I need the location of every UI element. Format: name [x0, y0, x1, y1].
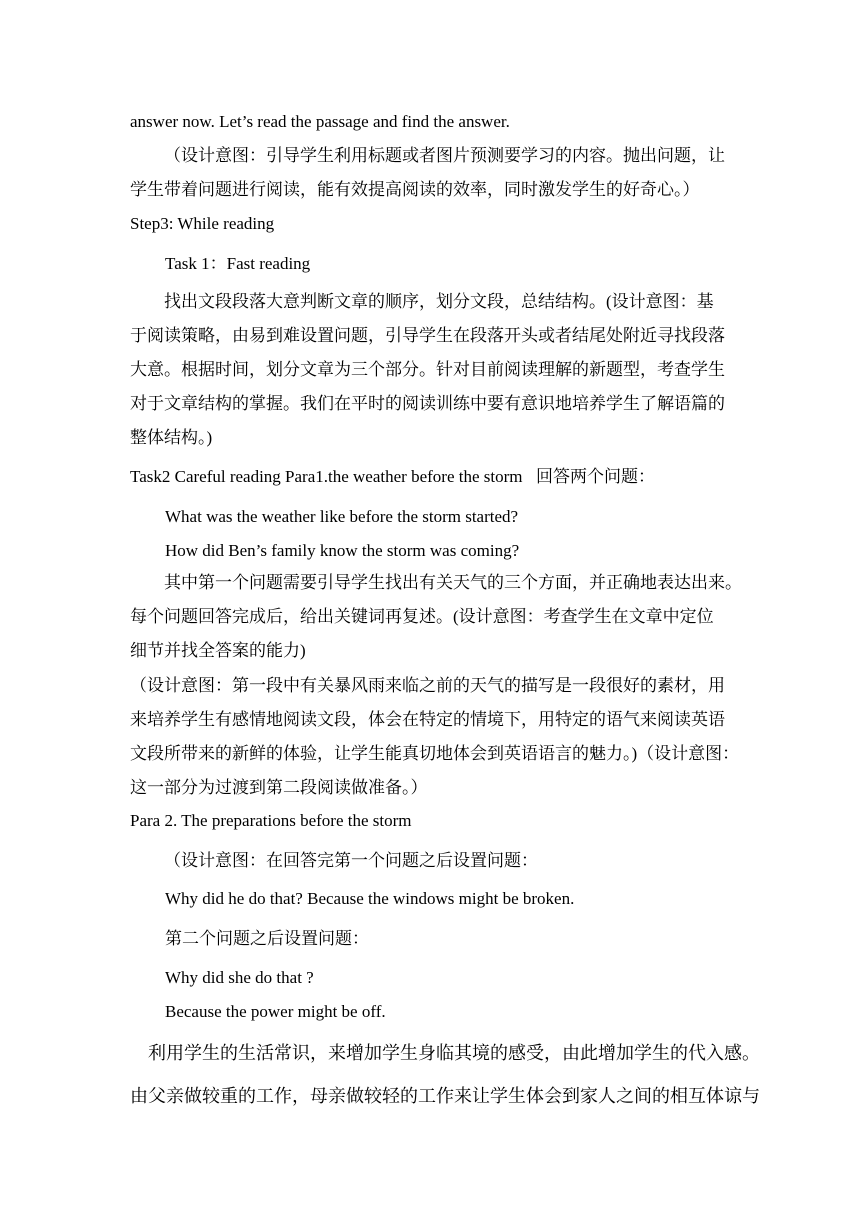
text-line: 于阅读策略，由易到难设置问题，引导学生在段落开头或者结尾处附近寻找段落	[130, 326, 725, 345]
text-line: 来培养学生有感情地阅读文段，体会在特定的情境下，用特定的语气来阅读英语	[130, 710, 725, 729]
text-line: 文段所带来的新鲜的体验，让学生能真切地体会到英语语言的魅力。)（设计意图：	[130, 744, 740, 763]
text-line: Task 1：Fast reading	[165, 254, 311, 273]
text-line: Task2 Careful reading Para1.the weather before the storm	[130, 467, 523, 486]
text-line: Why did she do that ?	[165, 968, 314, 987]
text-line: 第二个问题之后设置问题：	[165, 929, 369, 949]
text-line: 其中第一个问题需要引导学生找出有关天气的三个方面，并正确地表达出来。	[164, 573, 742, 592]
text-line: 细节并找全答案的能力)	[130, 641, 306, 660]
text-line: How did Ben’s family know the storm was coming?	[165, 541, 520, 560]
text-line: 大意。根据时间，划分文章为三个部分。针对目前阅读理解的新题型，考查学生	[130, 360, 725, 379]
text-line: Because the power might be off.	[165, 1002, 386, 1021]
text-line: 对于文章结构的掌握。我们在平时的阅读训练中要有意识地培养学生了解语篇的	[130, 394, 725, 413]
text-line: 由父亲做较重的工作，母亲做较轻的工作来让学生体会到家人之间的相互体谅与	[130, 1086, 760, 1107]
text-line: 利用学生的生活常识，来增加学生身临其境的感受，由此增加学生的代入感。	[148, 1043, 760, 1064]
text-line: Para 2. The preparations before the storm	[130, 811, 412, 830]
text-line: Why did he do that? Because the windows might be broken.	[165, 889, 575, 908]
text-line: 每个问题回答完成后，给出关键词再复述。(设计意图：考查学生在文章中定位	[130, 607, 714, 626]
text-line: 回答两个问题：	[536, 467, 655, 487]
text-line: （设计意图：第一段中有关暴风雨来临之前的天气的描写是一段很好的素材，用	[130, 676, 725, 695]
text-line: 这一部分为过渡到第二段阅读做准备。）	[130, 778, 428, 797]
text-line: （设计意图：引导学生利用标题或者图片预测要学习的内容。抛出问题，让	[164, 146, 725, 165]
text-line: Step3: While reading	[130, 214, 275, 233]
text-line: answer now. Let’s read the passage and find the answer.	[130, 112, 510, 131]
text-line: 整体结构。)	[130, 428, 213, 447]
text-line: What was the weather like before the storm started?	[165, 507, 519, 526]
text-line: （设计意图：在回答完第一个问题之后设置问题：	[164, 851, 538, 871]
text-line: 学生带着问题进行阅读，能有效提高阅读的效率，同时激发学生的好奇心。）	[130, 180, 700, 199]
text-line: 找出文段段落大意判断文章的顺序，划分文段，总结结构。(设计意图：基	[164, 292, 714, 311]
